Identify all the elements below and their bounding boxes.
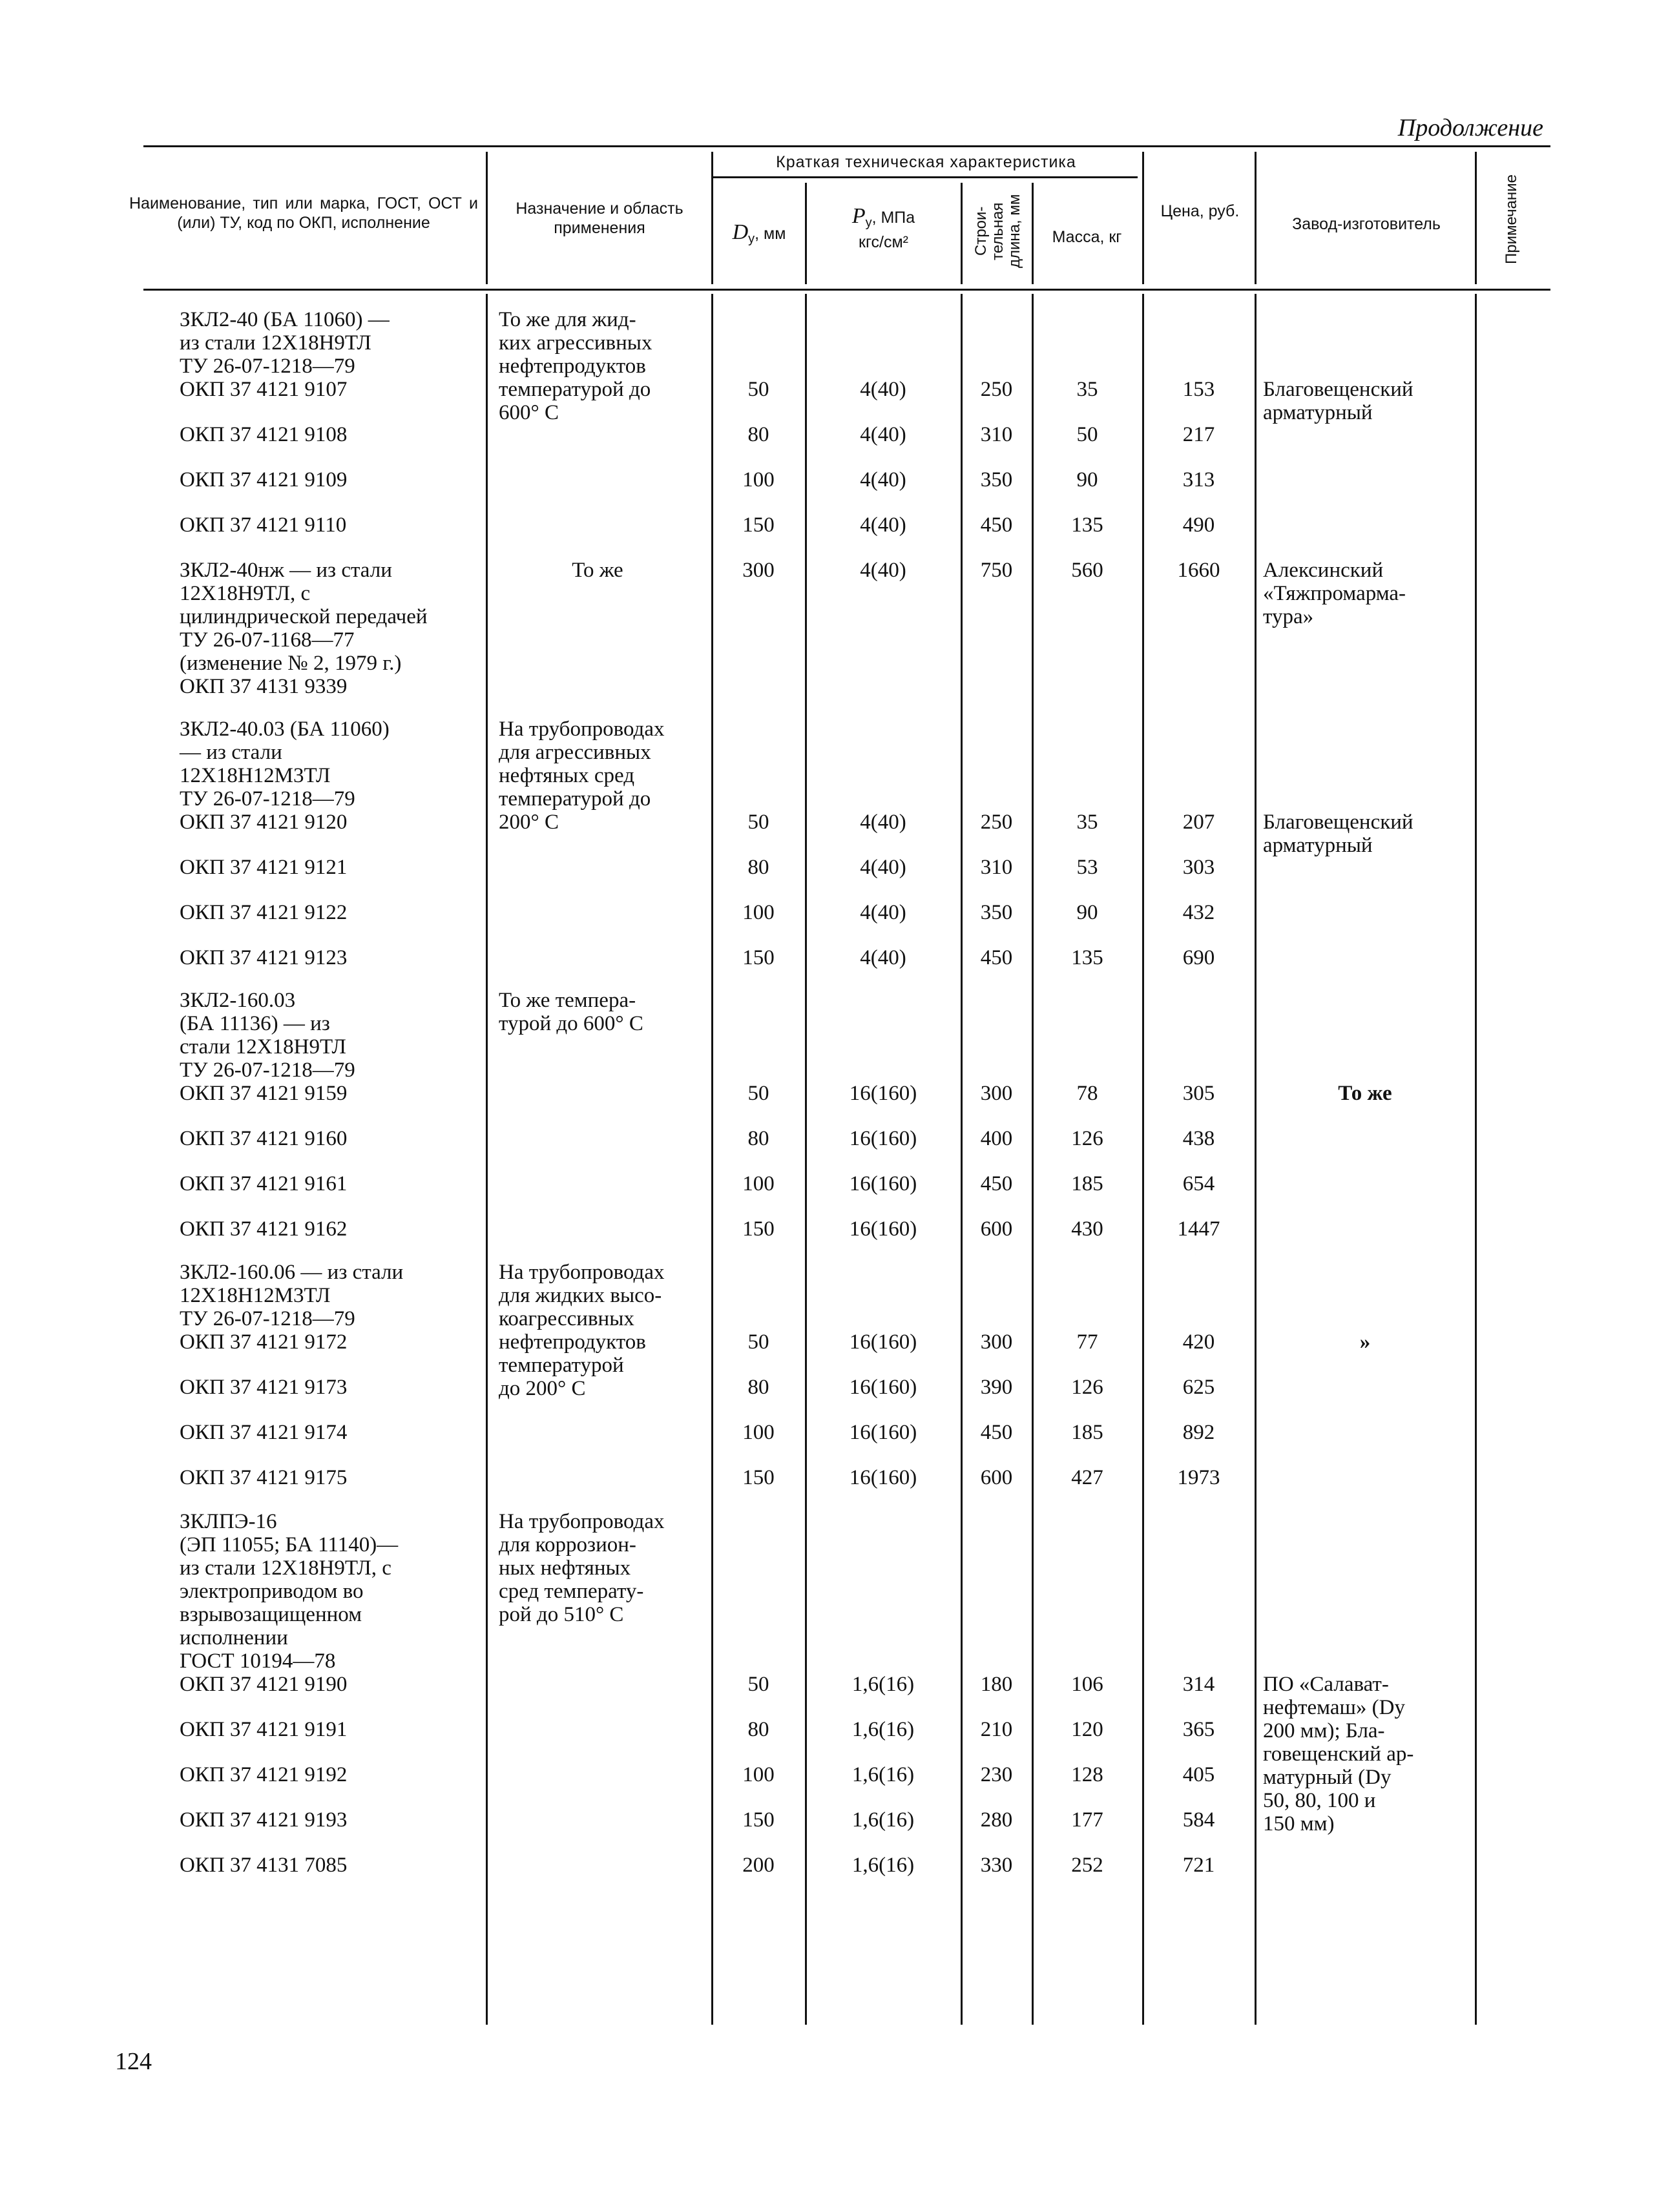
row-py: 4(40): [860, 423, 906, 446]
row-price: 1660: [1177, 559, 1220, 582]
row-py: 4(40): [860, 901, 906, 924]
row-name: ОКП 37 4121 9121: [180, 856, 348, 879]
py-subscript: y: [865, 216, 872, 230]
header-spec-group: Краткая техническая характеристика: [776, 153, 1076, 171]
row-py: 16(160): [849, 1082, 917, 1105]
row-length: 450: [980, 1172, 1013, 1195]
row-mass: 35: [1076, 378, 1098, 401]
row-price: 153: [1182, 378, 1215, 401]
row-dy: 50: [747, 1082, 769, 1105]
header-mass: Масса, кг: [1052, 228, 1122, 246]
row-name: ОКП 37 4121 9191: [180, 1718, 348, 1741]
row-dy: 100: [742, 1421, 775, 1444]
row-length: 300: [980, 1330, 1013, 1354]
row-dy: 80: [747, 1127, 769, 1150]
row-mass: 135: [1071, 513, 1103, 537]
row-price: 1973: [1177, 1466, 1220, 1489]
py-symbol: P: [851, 204, 866, 228]
row-dy: 300: [742, 559, 775, 582]
row-py: 4(40): [860, 811, 906, 834]
row-length: 450: [980, 1421, 1013, 1444]
row-price: 314: [1182, 1673, 1215, 1696]
row-py: 1,6(16): [851, 1763, 915, 1786]
row-maker: Благовещенский арматурный: [1263, 811, 1413, 857]
row-purpose: На трубопроводах для коррозион- ных нефтяных сред температу- рой до 510° С: [499, 1510, 665, 1626]
row-price: 207: [1182, 811, 1215, 834]
row-price: 438: [1182, 1127, 1215, 1150]
header-py: [808, 204, 959, 252]
row-dy: 50: [747, 811, 769, 834]
row-length: 280: [980, 1808, 1013, 1832]
row-name: ОКП 37 4121 9193: [180, 1808, 348, 1832]
row-mass: 106: [1071, 1673, 1103, 1696]
row-length: 400: [980, 1127, 1013, 1150]
row-name: ОКП 37 4121 9108: [180, 423, 348, 446]
row-price: 625: [1182, 1376, 1215, 1399]
row-mass: 126: [1071, 1127, 1103, 1150]
row-price: 217: [1182, 423, 1215, 446]
row-name: ОКП 37 4121 9109: [180, 468, 348, 491]
row-dy: 200: [742, 1854, 775, 1877]
row-py: 4(40): [860, 856, 906, 879]
row-name: ОКП 37 4121 9123: [180, 946, 348, 969]
row-mass: 90: [1076, 901, 1098, 924]
row-price: 654: [1182, 1172, 1215, 1195]
row-dy: 150: [742, 513, 775, 537]
row-name: ОКП 37 4121 9174: [180, 1421, 348, 1444]
row-dy: 50: [747, 1330, 769, 1354]
header-length: Строи-тельная длина, мм: [972, 194, 1023, 269]
header-divider: [805, 183, 807, 284]
row-purpose: На трубопроводах для агрессивных нефтяных сред температурой до 200° С: [499, 718, 665, 834]
row-price: 420: [1182, 1330, 1215, 1354]
header-purpose: Назначение и область применения: [516, 200, 683, 237]
row-purpose: На трубопроводах для жидких высо- коагрессивных нефтепродуктов температурой до 200° С: [499, 1261, 665, 1400]
row-dy: 100: [742, 1172, 775, 1195]
header-divider: [711, 152, 713, 284]
row-name: ЗКЛ2-40 (БА 11060) — из стали 12Х18Н9ТЛ ТУ 26-07-1218—79 ОКП 37 4121 9107: [180, 308, 390, 401]
row-length: 310: [980, 856, 1013, 879]
row-length: 250: [980, 811, 1013, 834]
row-length: 750: [980, 559, 1013, 582]
row-price: 313: [1182, 468, 1215, 491]
row-price: 1447: [1177, 1217, 1220, 1241]
row-mass: 120: [1071, 1718, 1103, 1741]
header-bottom-rule: [143, 289, 1550, 291]
row-price: 892: [1182, 1421, 1215, 1444]
row-price: 432: [1182, 901, 1215, 924]
row-py: 16(160): [849, 1172, 917, 1195]
row-name: ЗКЛПЭ-16 (ЭП 11055; БА 11140)— из стали 12Х18Н9ТЛ, с электроприводом во взрывозащищенном исполнении ГОСТ 10194—78 ОКП 37 4121 9190: [180, 1510, 399, 1696]
row-length: 330: [980, 1854, 1013, 1877]
row-dy: 50: [747, 1673, 769, 1696]
header-note: Примечание: [1503, 174, 1520, 265]
row-length: 390: [980, 1376, 1013, 1399]
row-mass: 252: [1071, 1854, 1103, 1877]
header-divider: [1475, 152, 1477, 284]
continuation-label: Продолжение: [1397, 114, 1543, 141]
row-price: 721: [1182, 1854, 1215, 1877]
row-py: 16(160): [849, 1127, 917, 1150]
row-length: 250: [980, 378, 1013, 401]
row-maker: Благовещенский арматурный: [1263, 378, 1413, 424]
row-price: 305: [1182, 1082, 1215, 1105]
row-dy: 80: [747, 1376, 769, 1399]
row-length: 310: [980, 423, 1013, 446]
row-mass: 35: [1076, 811, 1098, 834]
row-mass: 126: [1071, 1376, 1103, 1399]
row-name: ОКП 37 4121 9161: [180, 1172, 348, 1195]
row-py: 16(160): [849, 1421, 917, 1444]
row-name: ОКП 37 4121 9160: [180, 1127, 348, 1150]
row-length: 600: [980, 1217, 1013, 1241]
row-length: 350: [980, 901, 1013, 924]
row-name: ОКП 37 4131 7085: [180, 1854, 348, 1877]
row-length: 300: [980, 1082, 1013, 1105]
row-name: ОКП 37 4121 9173: [180, 1376, 348, 1399]
row-dy: 50: [747, 378, 769, 401]
header-dy: [714, 220, 804, 249]
py-unit: , МПа: [871, 209, 915, 227]
row-price: 584: [1182, 1808, 1215, 1832]
dy-subscript: y: [748, 232, 755, 246]
row-py: 4(40): [860, 559, 906, 582]
row-mass: 53: [1076, 856, 1098, 879]
row-py: 4(40): [860, 946, 906, 969]
row-py: 1,6(16): [851, 1854, 915, 1877]
row-mass: 90: [1076, 468, 1098, 491]
header-divider: [1142, 152, 1144, 284]
row-name: ОКП 37 4121 9192: [180, 1763, 348, 1786]
row-length: 350: [980, 468, 1013, 491]
row-maker: Алексинский «Тяжпромарма- тура»: [1263, 559, 1406, 628]
row-maker: »: [1359, 1330, 1371, 1354]
row-purpose: То же: [572, 559, 623, 582]
row-py: 4(40): [860, 378, 906, 401]
row-length: 450: [980, 513, 1013, 537]
row-py: 1,6(16): [851, 1718, 915, 1741]
row-length: 450: [980, 946, 1013, 969]
row-length: 230: [980, 1763, 1013, 1786]
row-name: ОКП 37 4121 9162: [180, 1217, 348, 1241]
column-divider: [486, 294, 488, 2025]
column-divider: [1475, 294, 1477, 2025]
row-mass: 185: [1071, 1172, 1103, 1195]
dy-symbol: D: [732, 220, 749, 244]
row-py: 1,6(16): [851, 1673, 915, 1696]
row-price: 365: [1182, 1718, 1215, 1741]
row-purpose: То же для жид- ких агрессивных нефтепродуктов температурой до 600° С: [499, 308, 652, 424]
row-py: 16(160): [849, 1376, 917, 1399]
table-top-rule: [143, 145, 1550, 147]
row-dy: 100: [742, 468, 775, 491]
row-mass: 77: [1076, 1330, 1098, 1354]
header-price: Цена, руб.: [1160, 202, 1240, 220]
page-number: 124: [115, 2048, 152, 2075]
row-name: ОКП 37 4121 9110: [180, 513, 347, 537]
row-py: 16(160): [849, 1330, 917, 1354]
header-divider: [486, 152, 488, 284]
row-dy: 100: [742, 1763, 775, 1786]
row-dy: 150: [742, 1217, 775, 1241]
row-length: 210: [980, 1718, 1013, 1741]
header-maker: Завод-изготовитель: [1292, 215, 1441, 233]
row-py: 4(40): [860, 468, 906, 491]
row-price: 303: [1182, 856, 1215, 879]
row-dy: 100: [742, 901, 775, 924]
dy-unit: , мм: [755, 225, 786, 243]
column-divider: [1255, 294, 1257, 2025]
row-length: 600: [980, 1466, 1013, 1489]
row-name: ЗКЛ2-160.03 (БА 11136) — из стали 12Х18Н9ТЛ ТУ 26-07-1218—79 ОКП 37 4121 9159: [180, 989, 355, 1105]
row-maker: То же: [1338, 1082, 1392, 1105]
row-py: 16(160): [849, 1466, 917, 1489]
row-mass: 185: [1071, 1421, 1103, 1444]
row-purpose: То же темпера- турой до 600° С: [499, 989, 643, 1035]
header-divider: [1255, 152, 1257, 284]
row-mass: 427: [1071, 1466, 1103, 1489]
spec-group-rule: [711, 176, 1138, 178]
row-name: ОКП 37 4121 9122: [180, 901, 348, 924]
row-mass: 177: [1071, 1808, 1103, 1832]
row-maker: ПО «Салават- нефтемаш» (Dy 200 мм); Бла- говещенский ар- матурный (Dy 50, 80, 100 и 150 мм): [1263, 1673, 1414, 1835]
row-mass: 430: [1071, 1217, 1103, 1241]
row-dy: 150: [742, 946, 775, 969]
header-divider: [961, 183, 963, 284]
row-price: 690: [1182, 946, 1215, 969]
row-mass: 78: [1076, 1082, 1098, 1105]
row-name: ЗКЛ2-40нж — из стали 12Х18Н9ТЛ, с цилиндрической передачей ТУ 26-07-1168—77 (изменение № 2, 1979 г.) ОКП 37 4131 9339: [180, 559, 428, 698]
row-dy: 150: [742, 1808, 775, 1832]
row-name: ЗКЛ2-160.06 — из стали 12Х18Н12М3ТЛ ТУ 26-07-1218—79 ОКП 37 4121 9172: [180, 1261, 404, 1354]
header-name: Наименование, тип или марка, ГОСТ, ОСТ и (или) ТУ, код по ОКП, исполнение: [129, 194, 478, 232]
row-mass: 135: [1071, 946, 1103, 969]
row-name: ОКП 37 4121 9175: [180, 1466, 348, 1489]
row-py: 16(160): [849, 1217, 917, 1241]
row-mass: 560: [1071, 559, 1103, 582]
row-py: 4(40): [860, 513, 906, 537]
row-price: 405: [1182, 1763, 1215, 1786]
row-py: 1,6(16): [851, 1808, 915, 1832]
row-dy: 80: [747, 423, 769, 446]
row-price: 490: [1182, 513, 1215, 537]
row-mass: 50: [1076, 423, 1098, 446]
row-length: 180: [980, 1673, 1013, 1696]
row-dy: 80: [747, 856, 769, 879]
row-dy: 80: [747, 1718, 769, 1741]
row-dy: 150: [742, 1466, 775, 1489]
row-mass: 128: [1071, 1763, 1103, 1786]
row-name: ЗКЛ2-40.03 (БА 11060) — из стали 12Х18Н12М3ТЛ ТУ 26-07-1218—79 ОКП 37 4121 9120: [180, 718, 390, 834]
py-unit-kgs: кгс/см²: [859, 233, 908, 251]
